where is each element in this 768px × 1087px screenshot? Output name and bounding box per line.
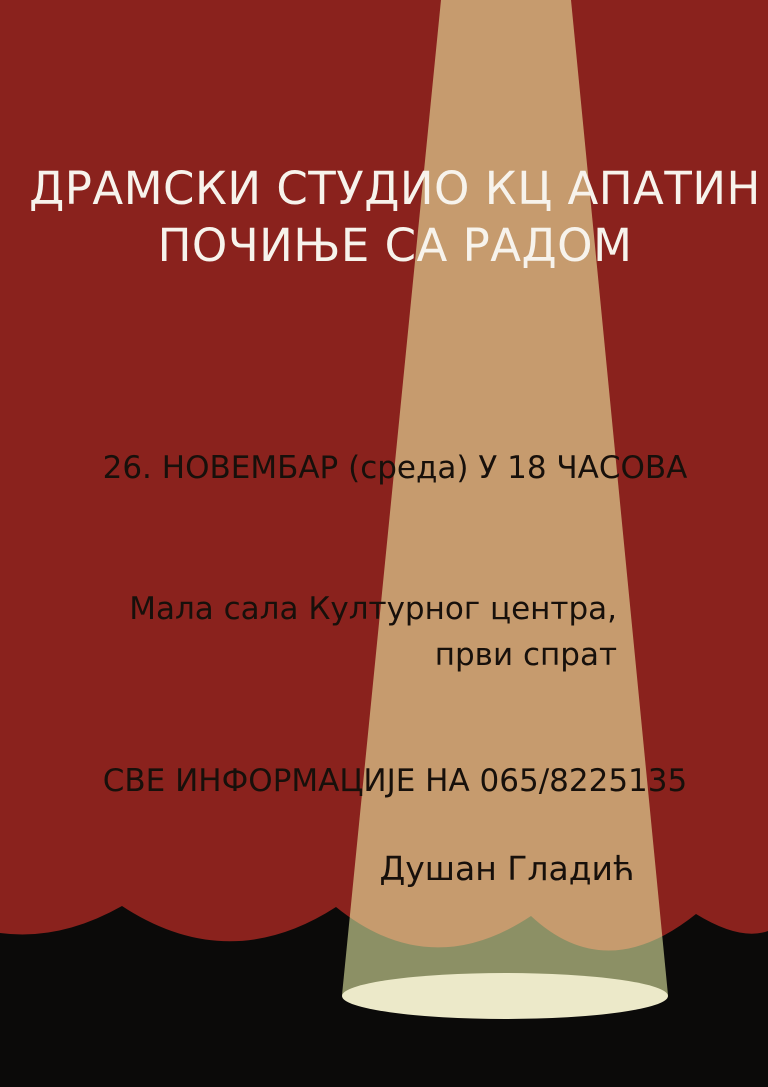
title-line-2: ПОЧИЊЕ СА РАДОМ [157, 219, 633, 272]
spotlight-pool [342, 973, 668, 1019]
contact-info: СВЕ ИНФОРМАЦИЈЕ НА 065/8225135 [102, 763, 688, 799]
event-date: 26. НОВЕМБАР (среда) У 18 ЧАСОВА [102, 450, 688, 486]
signature: Душан Гладић [379, 849, 635, 888]
event-location [129, 586, 617, 678]
location-line-2: први спрат [434, 637, 617, 673]
poster-title [11, 160, 768, 274]
title-line-1: ДРАМСКИ СТУДИО КЦ АПАТИН [29, 162, 761, 215]
location-line-1: Мала сала Културног центра, [129, 591, 617, 627]
